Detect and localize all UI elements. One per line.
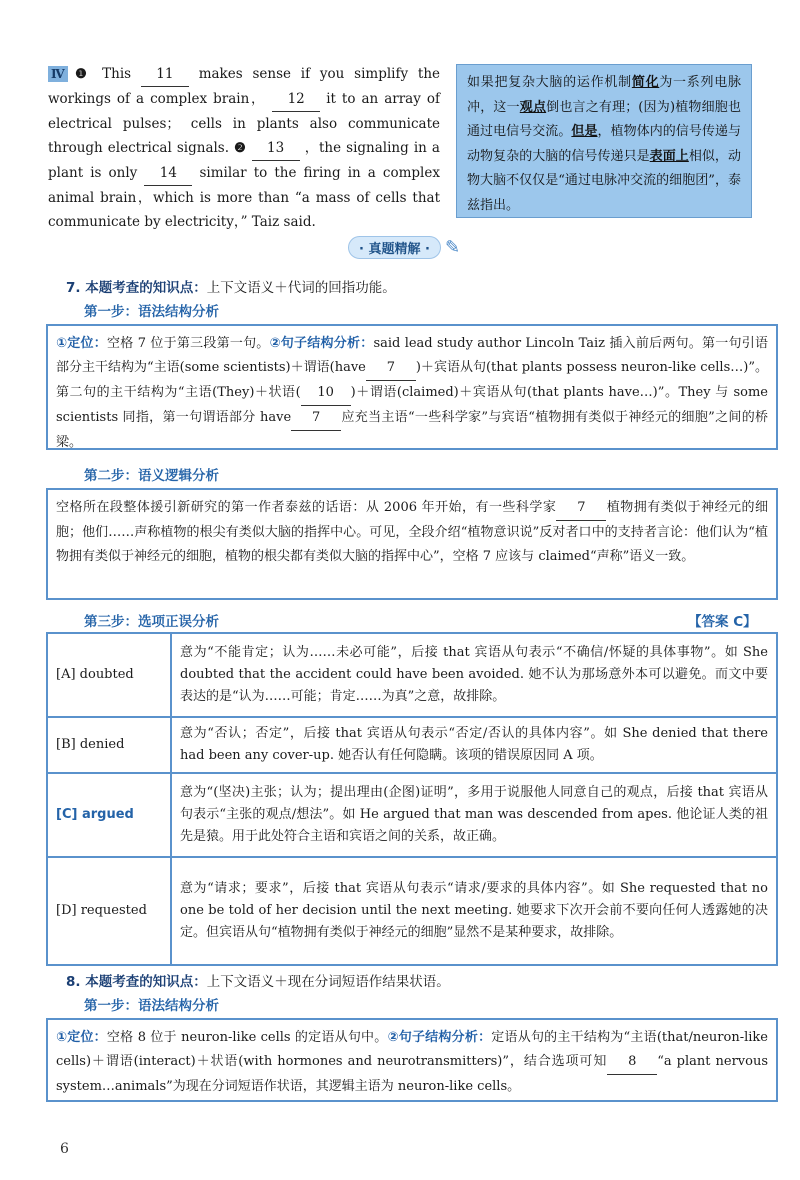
option-explanation: 意为“不能肯定；认为……未必可能”，后接 that 宾语从句表示“不确信/怀疑的具体事物”。如 She doubted that the accident could have been avoided. 她不认为那场意外本可以避免。而文中要表达的是“认为……可能；肯定……为真”之意，故排除。 [171, 633, 777, 717]
box-text: 植物拥有类似于神经元的细胞；他们……声称植物的根尖有类似大脑的指挥中心。可见，全段介绍“植物意识说”反对者口中的支持者言论：他们认为“植物拥有类似于神经元的细胞，植物的根尖都有类似大脑的指挥中心”，空格 7 应该与 claimed“声称”语义一致。 [56, 500, 768, 564]
q8-step1-box [46, 1018, 778, 1102]
passage-text-3: it to an array of electrical pulses； cells in plants also communicate through electrical signals. [48, 91, 440, 156]
blank-12: 12 [272, 87, 320, 112]
box-text: 空格所在段整体援引新研究的第一作者泰兹的话语：从 2006 年开始，有一些科学家 [56, 500, 557, 515]
box-text: said lead study author Lincoln Taiz 插入前后两句。第一句引语部分主干结构为“主语(some scientists)＋谓语(have [56, 336, 768, 375]
option-label: [D] requested [47, 857, 171, 965]
option-explanation: 意为“请求；要求”，后接 that 宾语从句表示“请求/要求的具体内容”。如 She requested that no one be told of her decision until the next meeting. 她要求下次开会前不要向任何人透露她的决定。但宾语从句“植物拥有类似于神经元的细胞”显然不是某种要求，故排除。 [171, 857, 777, 965]
q7-step1-box [46, 324, 778, 450]
box-text: )＋宾语从句(that plants possess neuron-like cells…)”。第二句的主干结构为“主语(They)＋状语( [56, 360, 768, 400]
passage-text-4: ，the signaling in a plant is only [48, 140, 440, 181]
sentence-marker-2: ❷ [234, 141, 247, 156]
q7-step2-box [46, 488, 778, 600]
q7-step1-title: 第一步：语法结构分析 [84, 304, 219, 320]
option-explanation: 意为“(坚决)主张；认为；提出理由(企图)证明”，多用于说服他人同意自己的观点，后接 that 宾语从句表示“主张的观点/想法”。如 He argued that man was descended from apes. 他论证人类的祖先是猿。用于此处符合主语和宾语之间的关系，故正确。 [171, 773, 777, 857]
option-row-b [47, 717, 777, 773]
translation-text: 为一系列电脉冲，这一 [467, 75, 741, 115]
blank-7: 7 [366, 356, 416, 381]
translation-keyword: 表面上 [649, 148, 689, 164]
blank-7: 7 [291, 406, 341, 431]
box-text: “a plant nervous system…animals”为现在分词短语作状语，其逻辑主语为 neuron-like cells。 [56, 1054, 768, 1094]
translation-text: 如果把复杂大脑的运作机制 [467, 75, 632, 90]
locate-label: ①定位： [56, 1030, 107, 1045]
q7-title [66, 276, 396, 296]
passage-text-1: This [102, 66, 132, 82]
translation-box [456, 64, 752, 218]
structure-label: ②句子结构分析： [269, 336, 374, 351]
q8-title-label: 8. 本题考查的知识点： [66, 974, 207, 990]
q7-title-label: 7. 本题考查的知识点： [66, 280, 207, 296]
q7-step2-title: 第二步：语义逻辑分析 [84, 468, 219, 484]
translation-text: ，植物体内的信号传递与动物复杂的大脑的信号传递只是 [467, 124, 741, 164]
option-row-c [47, 773, 777, 857]
structure-label: ②句子结构分析： [387, 1030, 492, 1045]
banner-label: · 真题精解 · [348, 236, 441, 259]
section-banner [348, 234, 460, 260]
option-label: [B] denied [47, 717, 171, 773]
box-text: 应充当主语“一些科学家”与宾语“植物拥有类似于神经元的细胞”之间的桥梁。 [56, 410, 768, 450]
option-label: [A] doubted [47, 633, 171, 717]
blank-10: 10 [301, 381, 351, 406]
translation-keyword: 观点 [519, 99, 547, 115]
passage-text-5: similar to the firing in a complex animal brain，which is more than “a mass of cells that communicate by electricity，” Taiz said. [48, 165, 440, 230]
locate-label: ①定位： [56, 336, 107, 351]
options-table [46, 632, 778, 966]
blank-13: 13 [252, 136, 300, 161]
page-number: 6 [60, 1141, 69, 1157]
box-text: 空格 8 位于 neuron-like cells 的定语从句中。 [106, 1030, 388, 1045]
q8-title-text: 上下文语义＋现在分词短语作结果状语。 [206, 974, 450, 990]
pen-icon: ✎ [444, 236, 461, 258]
option-row-a [47, 633, 777, 717]
box-text: )＋谓语(claimed)＋宾语从句(that plants have…)”。They 与 some scientists 同指，第一句谓语部分 have [56, 385, 768, 425]
option-row-d [47, 857, 777, 965]
section-marker: Ⅳ [48, 66, 68, 82]
option-label-correct: [C] argued [47, 773, 171, 857]
q8-title [66, 970, 450, 990]
q7-title-text: 上下文语义＋代词的回指功能。 [206, 280, 396, 296]
blank-14: 14 [144, 161, 192, 186]
translation-keyword: 但是 [571, 124, 598, 139]
translation-text: 倒也言之有理；(因为)植物细胞也通过电信号交流。 [467, 99, 741, 139]
blank-11: 11 [141, 62, 189, 87]
answer-tag: 【答案 C】 [688, 614, 757, 630]
q7-step3-title: 第三步：选项正误分析 [84, 614, 219, 630]
translation-keyword: 简化 [631, 75, 660, 90]
option-explanation: 意为“否认；否定”，后接 that 宾语从句表示“否定/否认的具体内容”。如 She denied that there had been any cover-up. 她否认有任何隐瞒。该项的错误原因同 A 项。 [171, 717, 777, 773]
blank-8: 8 [607, 1050, 657, 1075]
passage-text-2: makes sense if you simplify the workings of a complex brain， [48, 66, 441, 107]
sentence-marker-1: ❶ [69, 67, 93, 82]
translation-text: 相似，动物大脑不仅仅是“通过电脉冲交流的细胞团”，泰兹指出。 [467, 148, 741, 213]
q8-step1-title: 第一步：语法结构分析 [84, 998, 219, 1014]
blank-7: 7 [556, 496, 606, 521]
box-text: 空格 7 位于第三段第一句。 [106, 336, 270, 351]
box-text: 定语从句的主干结构为“主语(that/neuron-like cells)＋谓语(interact)＋状语(with hormones and neurotransmitters)”，结合选项可知 [56, 1030, 768, 1069]
passage-text [48, 62, 440, 234]
